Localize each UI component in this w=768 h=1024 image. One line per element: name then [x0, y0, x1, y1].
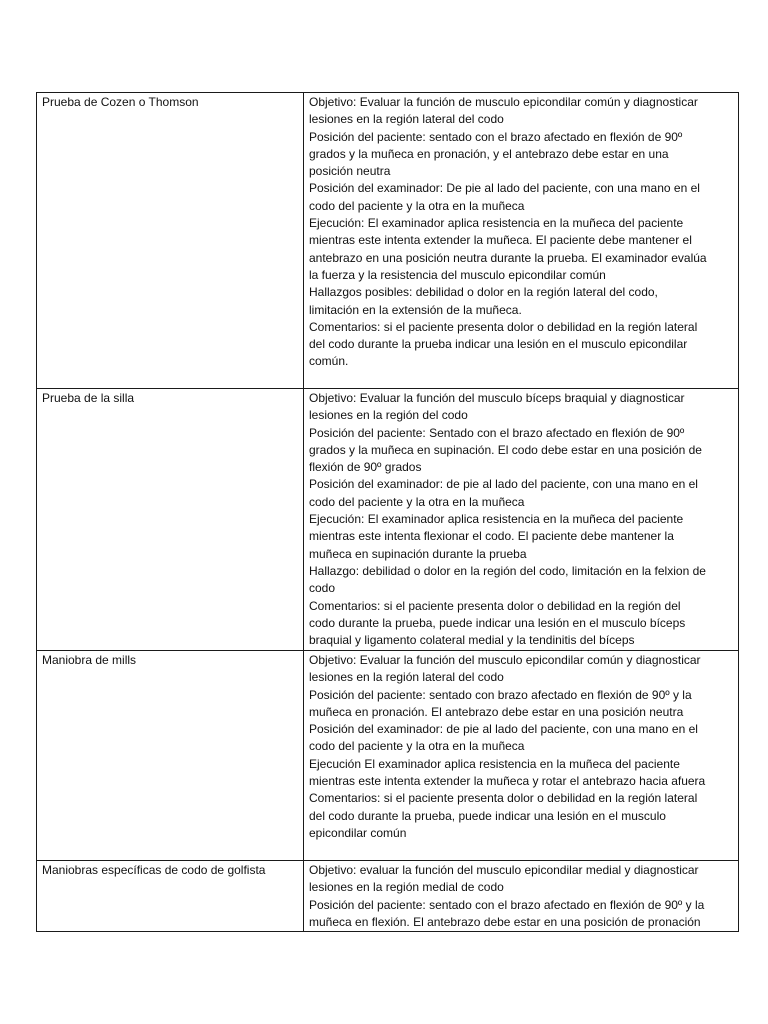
- description-line: Ejecución: El examinador aplica resistencia en la muñeca del paciente: [309, 216, 684, 231]
- table-row: [37, 389, 739, 651]
- description-line: Posición del examinador: de pie al lado del paciente, con una mano en el: [309, 722, 698, 737]
- description-line: Posición del paciente: sentado con brazo afectado en flexión de 90º y la: [309, 687, 692, 702]
- test-name-cell: [37, 93, 304, 389]
- description-line: limitación en la extensión de la muñeca.: [309, 302, 522, 317]
- description-line: Comentarios: si el paciente presenta dolor o debilidad en la región del: [309, 598, 681, 613]
- description-line: del codo durante la prueba, puede indicar una lesión en el musculo: [309, 808, 666, 823]
- description-line: posición neutra: [309, 164, 391, 179]
- table-row: [37, 651, 739, 861]
- description-line: Objetivo: Evaluar la función del musculo epicondilar común y diagnosticar: [309, 653, 701, 667]
- description-line: Posición del examinador: De pie al lado del paciente, con una mano en el: [309, 181, 700, 196]
- description-line: antebrazo en una posición neutra durante la prueba. El examinador evalúa: [309, 250, 707, 265]
- description-line: Objetivo: Evaluar la función de musculo epicondilar común y diagnosticar: [309, 95, 698, 109]
- test-name-cell: [37, 861, 304, 932]
- description-line: grados y la muñeca en pronación, y el antebrazo debe estar en una: [309, 146, 669, 161]
- description-line: braquial y ligamento colateral medial y la tendinitis del bíceps: [309, 633, 635, 648]
- test-name-cell: [37, 389, 304, 651]
- maneuvers-table: [36, 92, 739, 932]
- description-line: Posición del paciente: Sentado con el brazo afectado en flexión de 90º: [309, 425, 685, 440]
- description-line: codo del paciente y la otra en la muñeca: [309, 739, 525, 754]
- test-description-cell: [304, 93, 739, 389]
- description-line: Comentarios: si el paciente presenta dolor o debilidad en la región lateral: [309, 319, 698, 334]
- description-line: Posición del paciente: sentado con el brazo afectado en flexión de 90º y la: [309, 897, 705, 912]
- description-line: mientras este intenta extender la muñeca y rotar el antebrazo hacia afuera: [309, 774, 706, 789]
- test-name: Prueba de la silla: [42, 391, 135, 405]
- test-description-cell: [304, 861, 739, 932]
- test-name: Maniobras específicas de codo de golfista: [42, 863, 266, 877]
- description-line: la fuerza y la resistencia del musculo epicondilar común: [309, 267, 606, 282]
- description-line: Posición del paciente: sentado con el brazo afectado en flexión de 90º: [309, 129, 683, 144]
- description-line: Ejecución El examinador aplica resistencia en la muñeca del paciente: [309, 756, 680, 771]
- test-name-cell: [37, 651, 304, 861]
- description-line: del codo durante la prueba indicar una lesión en el musculo epicondilar: [309, 337, 688, 352]
- description-line: Ejecución: El examinador aplica resistencia en la muñeca del paciente: [309, 512, 684, 527]
- description-line: grados y la muñeca en supinación. El codo debe estar en una posición de: [309, 442, 702, 457]
- table-row: [37, 93, 739, 389]
- description-line: muñeca en flexión. El antebrazo debe estar en una posición de pronación: [309, 914, 701, 929]
- description-line: Posición del examinador: de pie al lado del paciente, con una mano en el: [309, 477, 698, 492]
- description-line: Comentarios: si el paciente presenta dolor o debilidad en la región lateral: [309, 791, 698, 806]
- description-line: lesiones en la región lateral del codo: [309, 112, 504, 127]
- description-line: mientras este intenta extender la muñeca. El paciente debe mantener el: [309, 233, 692, 248]
- description-line: común.: [309, 354, 349, 369]
- maneuvers-table-body: [37, 93, 739, 932]
- description-line: Objetivo: evaluar la función del musculo epicondilar medial y diagnosticar: [309, 863, 699, 877]
- table-row: [37, 861, 739, 932]
- description-line: epicondilar común: [309, 825, 407, 840]
- test-description-cell: [304, 651, 739, 861]
- description-line: muñeca en supinación durante la prueba: [309, 546, 527, 561]
- description-line: codo del paciente y la otra en la muñeca: [309, 198, 525, 213]
- description-line: Hallazgos posibles: debilidad o dolor en la región lateral del codo,: [309, 285, 658, 300]
- description-line: codo: [309, 581, 336, 596]
- description-line: Hallazgo: debilidad o dolor en la región del codo, limitación en la felxion de: [309, 563, 706, 578]
- description-line: codo del paciente y la otra en la muñeca: [309, 494, 525, 509]
- description-line: Objetivo: Evaluar la función del musculo bíceps braquial y diagnosticar: [309, 391, 685, 405]
- description-line: lesiones en la región lateral del codo: [309, 670, 504, 685]
- test-name: Maniobra de mills: [42, 653, 137, 667]
- description-line: codo durante la prueba, puede indicar una lesión en el musculo bíceps: [309, 615, 686, 630]
- test-description-cell: [304, 389, 739, 651]
- description-line: lesiones en la región del codo: [309, 408, 468, 423]
- description-line: flexión de 90º grados: [309, 460, 422, 475]
- description-line: muñeca en pronación. El antebrazo debe estar en una posición neutra: [309, 704, 684, 719]
- description-line: lesiones en la región medial de codo: [309, 880, 504, 895]
- description-line: mientras este intenta flexionar el codo. El paciente debe mantener la: [309, 529, 674, 544]
- test-name: Prueba de Cozen o Thomson: [42, 95, 199, 109]
